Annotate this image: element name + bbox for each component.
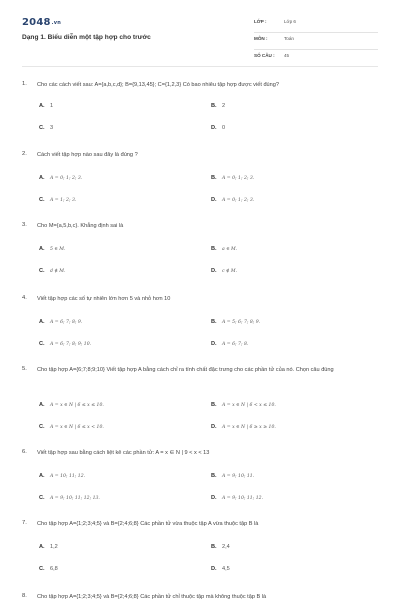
option-letter: A. — [39, 103, 45, 109]
question-number: 8. — [22, 593, 27, 599]
option-letter: C. — [39, 341, 45, 347]
option-text: A = x ∈ N | 6 ≥ x ≥ 10. — [222, 425, 276, 430]
option-letter: B. — [211, 402, 217, 408]
option-c[interactable] — [39, 566, 58, 572]
question-number: 6. — [22, 449, 27, 455]
option-d[interactable] — [211, 424, 276, 430]
option-letter: D. — [211, 341, 217, 347]
option-text: A = 6; 7; 8. — [222, 342, 249, 347]
option-b[interactable] — [211, 544, 230, 550]
option-text: A = 9; 10; 11. — [222, 474, 255, 479]
option-letter: C. — [39, 197, 45, 203]
logo-suffix: .vn — [51, 20, 61, 26]
option-b[interactable] — [211, 473, 254, 479]
meta-row-class — [254, 16, 378, 33]
option-c[interactable] — [39, 268, 65, 274]
option-c[interactable] — [39, 341, 91, 347]
option-text: 2 — [222, 103, 226, 109]
question-text: Cho M={a,5,b,c}. Khẳng định sai là — [37, 223, 124, 229]
question-text: Cho tập hợp A={1;2;3;4;5} và B={2;4;6;8} Các phần tử vừa thuộc tập A vừa thuộc tập B là — [37, 521, 259, 527]
option-d[interactable] — [211, 125, 225, 131]
question-number: 1. — [22, 81, 27, 87]
logo-text: 2048 — [22, 17, 51, 28]
option-d[interactable] — [211, 566, 230, 572]
site-logo[interactable] — [22, 17, 61, 28]
question-text: Viết tập hợp các số tự nhiên lớn hơn 5 và nhỏ hơn 10 — [37, 296, 171, 302]
question-stem — [22, 222, 378, 231]
option-text: 6,8 — [50, 566, 58, 572]
option-text: 1 — [50, 103, 54, 109]
option-text: A = 0; 1; 2; 3. — [222, 176, 255, 181]
option-c[interactable] — [39, 495, 100, 501]
question-stem — [22, 449, 378, 458]
option-b[interactable] — [211, 103, 225, 109]
meta-row-subject — [254, 33, 378, 50]
option-letter: A. — [39, 246, 45, 252]
option-b[interactable] — [211, 175, 254, 181]
option-a[interactable] — [39, 473, 85, 479]
option-a[interactable] — [39, 319, 82, 325]
question-6 — [22, 449, 378, 501]
option-a[interactable] — [39, 103, 53, 109]
option-text: 2,4 — [222, 544, 230, 550]
option-text: A = 6; 7; 8; 9. — [50, 320, 83, 325]
question-number: 5. — [22, 366, 27, 372]
option-letter: A. — [39, 544, 45, 550]
question-stem — [22, 81, 378, 90]
option-letter: B. — [211, 175, 217, 181]
option-d[interactable] — [211, 495, 263, 501]
option-text: A = 5; 6; 7; 8; 9. — [222, 320, 261, 325]
option-d[interactable] — [211, 197, 254, 203]
option-text: 3 — [50, 125, 54, 131]
option-letter: B. — [211, 103, 217, 109]
question-stem — [22, 520, 378, 529]
option-text: 0 — [222, 125, 226, 131]
meta-value: Lớp 6 — [284, 19, 296, 24]
question-number: 4. — [22, 295, 27, 301]
option-text: c ∉ M. — [222, 269, 238, 274]
option-letter: C. — [39, 566, 45, 572]
question-text: Cho các cách viết sau: A={a,b,c,d}; B={9,13,45}; C={1,2,3} Có bao nhiêu tập hợp được viết đúng? — [37, 82, 279, 88]
question-number: 3. — [22, 222, 27, 228]
option-letter: D. — [211, 268, 217, 274]
option-text: 1,2 — [50, 544, 58, 550]
option-letter: D. — [211, 197, 217, 203]
meta-key: LỚP : — [254, 19, 267, 24]
question-stem — [22, 593, 378, 600]
option-d[interactable] — [211, 268, 237, 274]
worksheet-header — [0, 0, 400, 64]
meta-row-question-count — [254, 50, 378, 67]
option-a[interactable] — [39, 246, 65, 252]
question-text: Cho tập hợp A={1;2;3;4;5} và B={2;4;6;8} Các phần tử chỉ thuộc tập mà không thuộc tập B là — [37, 594, 267, 600]
option-text: A = 1; 2; 3. — [50, 198, 77, 203]
option-letter: A. — [39, 319, 45, 325]
question-stem — [22, 151, 378, 160]
option-letter: C. — [39, 495, 45, 501]
question-3 — [22, 222, 378, 274]
option-text: 5 ∈ M. — [50, 247, 66, 252]
option-text: d ∉ M. — [50, 269, 66, 274]
option-a[interactable] — [39, 544, 58, 550]
question-stem — [22, 295, 378, 304]
option-letter: D. — [211, 566, 217, 572]
question-text: Cách viết tập hợp nào sau đây là đúng ? — [37, 152, 138, 158]
question-1 — [22, 81, 378, 131]
option-text: A = 6; 7; 8; 9; 10. — [50, 342, 92, 347]
option-a[interactable] — [39, 175, 82, 181]
question-5 — [22, 366, 378, 430]
meta-value: Toán — [284, 36, 294, 41]
question-8 — [22, 593, 378, 600]
option-text: A = 9; 10; 11; 12. — [222, 496, 264, 501]
option-b[interactable] — [211, 246, 237, 252]
question-2 — [22, 151, 378, 203]
option-letter: D. — [211, 125, 217, 131]
option-letter: C. — [39, 125, 45, 131]
option-b[interactable] — [211, 402, 276, 408]
option-letter: B. — [211, 473, 217, 479]
option-text: A = x ∈ N | 6 ≤ x < 10. — [50, 425, 104, 430]
meta-value: 45 — [284, 53, 290, 58]
option-text: A = 0; 1; 2; 3. — [222, 198, 255, 203]
option-letter: B. — [211, 544, 217, 550]
option-letter: C. — [39, 268, 45, 274]
option-text: A = 9; 10; 11; 12; 13. — [50, 496, 100, 501]
option-a[interactable] — [39, 402, 104, 408]
option-letter: A. — [39, 175, 45, 181]
worksheet-meta — [254, 16, 378, 67]
worksheet-title: Dạng 1. Biểu diễn một tập hợp cho trước — [22, 34, 151, 41]
option-text: A = 0; 1; 2; 3. — [50, 176, 83, 181]
question-stem — [22, 366, 378, 375]
question-text: Viết tập hợp sau bằng cách liệt kê các phần tử: A = x ∈ N | 9 < x < 13 — [37, 450, 210, 456]
option-d[interactable] — [211, 341, 248, 347]
option-text: A = x ∈ N | 6 < x ≤ 10. — [222, 403, 276, 408]
option-text: a ∈ M. — [222, 247, 238, 252]
option-letter: A. — [39, 402, 45, 408]
option-letter: D. — [211, 495, 217, 501]
option-text: A = x ∈ N | 6 ≤ x ≤ 10. — [50, 403, 104, 408]
option-text: 4,5 — [222, 566, 230, 572]
question-7 — [22, 520, 378, 572]
option-c[interactable] — [39, 424, 104, 430]
option-letter: A. — [39, 473, 45, 479]
option-letter: B. — [211, 319, 217, 325]
question-text: Cho tập hợp A={6;7;8;9;10} Viết tập hợp A bằng cách chỉ ra tính chất đặc trưng cho các phần tử của nó. Chọn câu đúng — [37, 367, 334, 373]
question-number: 7. — [22, 520, 27, 526]
meta-key: MÔN : — [254, 36, 268, 41]
header-divider — [22, 66, 378, 67]
option-letter: C. — [39, 424, 45, 430]
option-c[interactable] — [39, 197, 76, 203]
option-text: A = 10; 11; 12. — [50, 474, 86, 479]
option-letter: B. — [211, 246, 217, 252]
option-b[interactable] — [211, 319, 260, 325]
option-c[interactable] — [39, 125, 53, 131]
meta-key: SỐ CÂU : — [254, 53, 275, 58]
question-4 — [22, 295, 378, 347]
option-letter: D. — [211, 424, 217, 430]
question-number: 2. — [22, 151, 27, 157]
